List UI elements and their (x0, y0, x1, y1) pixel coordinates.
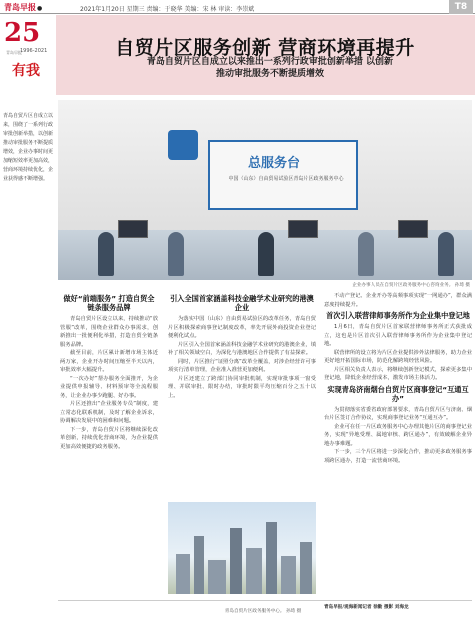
article-column-3 (324, 292, 472, 465)
building (300, 542, 312, 594)
page-header (0, 0, 475, 14)
anniversary-mark: 有我 (12, 63, 40, 79)
anniversary-logo (2, 16, 54, 88)
paragraph: 不动产登记、企业开办等高频事项实现“一网通办”，群众满意度持续提升。 (324, 293, 472, 308)
person-figure (98, 232, 114, 276)
building (194, 536, 204, 594)
paragraph: 片区引入全国首家涵盖科技金融学术业研究的港澳企业，填补了相关领域空白，为深化与港澳地区合作提供了有益探索。 (168, 341, 316, 356)
anniversary-years: 1996-2021 (20, 48, 48, 54)
counter-monitor (288, 220, 318, 238)
anniversary-tagline: 青岛早报 (6, 50, 22, 55)
page-headline: 自贸片区服务创新 营商环境再提升 (115, 37, 415, 59)
anniversary-number: 25 (4, 18, 41, 48)
lead-photo (58, 100, 472, 280)
person-figure (438, 232, 454, 276)
section-heading: 实现青岛济南烟台自贸片区商事登记“互通互办” (327, 384, 469, 403)
counter-monitor (398, 220, 428, 238)
section-heading: 引入全国首家涵盖科技金融学术业研究的港澳企业 (170, 294, 314, 312)
subhead-line: 青岛自贸片区自成立以来推出一系列行政审批创新举措 以创新 (146, 57, 394, 67)
footer-rule (58, 600, 472, 601)
paragraph: 片区相关负责人表示，将继续创新登记模式，探索更多集中登记地，降低企业经营成本，激发市场主体活力。 (324, 366, 472, 381)
paragraph: 1月6日，青岛自贸片区首家联营律师事务所正式获批成立，这也是片区首次引入联营律师事务所作为企业集中登记地。 (324, 324, 472, 347)
paragraph: 联营律所的设立将为片区企业提供涉外法律服务，助力企业更好地开拓国际市场，防范化解跨境经营风险。 (324, 349, 472, 364)
paragraph: 同时，片区推行“证照分离”改革全覆盖，对涉企经营许可事项实行清单管理，企业准入准营更加便利。 (168, 358, 316, 373)
sign-subtitle: 中国（山东）自由贸易试验区青岛片区政务服务中心 (228, 176, 344, 182)
issue-meta: 2021年1月20日 星期三 责编：于晓华 美编：宋 林 审读：李崇斌 (80, 6, 255, 13)
sign-title: 总服务台 (248, 156, 301, 171)
article-column-2 (168, 292, 316, 400)
masthead-brand: 青岛早报● (4, 3, 43, 12)
building (208, 560, 226, 594)
sidebar-summary: 青岛自贸片区自成立以来，围绕了一系列行政审批创新举措，以创新推动审批服务不断提质增效，企业办事时间更加缩短效率更加高效，营商环境持续优化，企业获得感不断增强。 (3, 113, 54, 182)
footer-caption: 青岛自贸片区政务服务中心。 孙琦 摄 (224, 609, 302, 614)
building (230, 528, 242, 594)
photo-caption: 企业办事人员在自贸片区政务服务中心咨询业务。 孙琦 摄 (352, 283, 470, 288)
subhead-line: 推动审批服务不断提质增效 (215, 69, 324, 79)
article-column-1 (60, 292, 158, 451)
paragraph: 下一步，青岛自贸片区将继续深化改革创新，持续优化营商环境，为企业提供更加高效便捷的政务服务。 (60, 426, 158, 450)
paragraph: 企业可在任一片区政务服务中心办理其他片区的商事登记业务，实现“异地受理、属地审核、跨区通办”，有效破解企业异地办事难题。 (324, 423, 472, 447)
paragraph: 为落实中国（山东）自由贸易试验区的改革任务，青岛自贸片区积极探索商事登记制度改革，率先开展外商投资企业登记便利化试点。 (168, 316, 316, 339)
building (281, 556, 296, 594)
paragraph: 片区还建立了跨部门协同审批机制，实现审批事项一窗受理、并联审批、限时办结，审批时限平均压缩百分之五十以上。 (168, 375, 316, 399)
author-credit: 青岛早报/观海新闻记者 徐勤 摄影 刘海龙 (324, 605, 409, 610)
section-heading: 做好“前端服务” 打造自贸全链条服务品牌 (63, 294, 155, 312)
building (266, 522, 277, 594)
page-number: T8 (449, 0, 473, 14)
paragraph: 青岛自贸片区设立以来，持续推动“放管服”改革，围绕企业群众办事需求，创新推出一批便利化举措，打造自贸全链条服务品牌。 (60, 316, 158, 348)
paragraph: “一次办好”帮办服务全面推开，为企业提供申报辅导、材料预审等全流程服务，让企业办事少跑腿、好办事。 (60, 375, 158, 399)
person-figure (168, 232, 184, 276)
building (246, 548, 262, 594)
paragraph: 片区还推出“企业服务专员”制度，建立常态化联系机制，及时了解企业诉求，协调解决发展中的困难和问题。 (60, 401, 158, 424)
page-subhead (90, 56, 450, 80)
building (176, 554, 190, 594)
section-heading: 首次引入联营律师事务所作为企业集中登记地 (326, 311, 470, 320)
service-desk-sign (208, 140, 358, 210)
counter-monitor (118, 220, 148, 238)
paragraph: 截至目前，片区累计新增市场主体近两万家，企业开办时间压缩至半天以内，审批效率大幅提升。 (60, 350, 158, 373)
paragraph: 为贯彻落实省委省政府部署要求，青岛自贸片区与济南、烟台片区签订合作协议，实现商事登记业务“互通互办”。 (324, 406, 472, 421)
paragraph: 下一步，三个片区将进一步深化合作，推动更多政务服务事项跨区通办，打造一流营商环境。 (324, 449, 472, 464)
skyline-photo (168, 502, 316, 594)
photo-emblem (168, 130, 198, 160)
person-figure (258, 232, 274, 276)
person-figure (358, 232, 374, 276)
